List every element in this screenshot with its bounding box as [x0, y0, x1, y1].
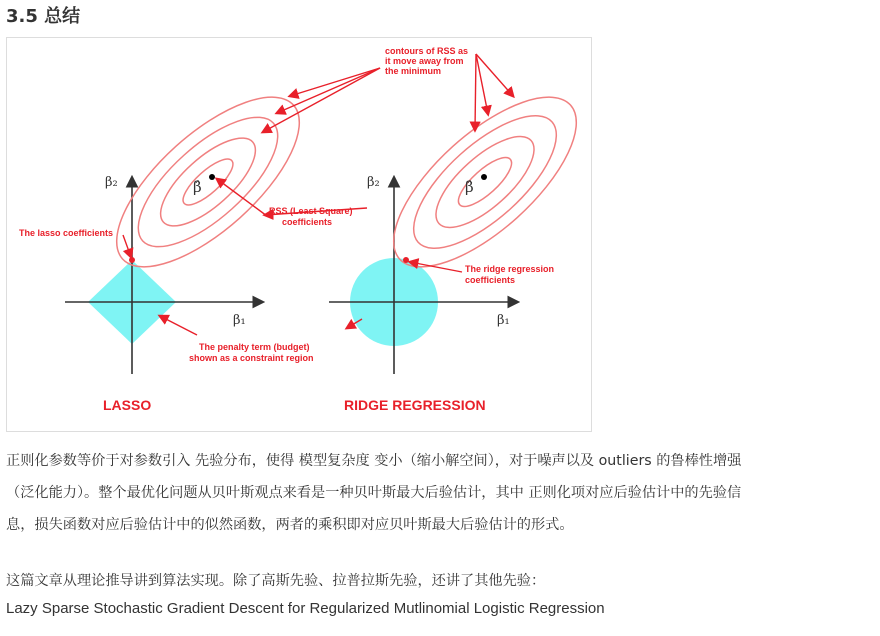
annotation-arrows [123, 54, 516, 335]
annotation-contours-2: it move away from [385, 56, 464, 66]
lasso-ridge-figure [6, 37, 592, 432]
ridge-beta-hat-label: β̂ [465, 178, 474, 196]
ridge-title: RIDGE REGRESSION [344, 397, 486, 413]
ridge-solution-point [403, 257, 409, 263]
summary-paragraph [6, 445, 741, 541]
ridge-panel [329, 69, 591, 413]
lasso-rss-contours [90, 69, 325, 294]
annotation-contours-1: contours of RSS as [385, 46, 469, 56]
lasso-beta-hat-label: β̂ [193, 178, 202, 196]
annotation-penalty-1: The penalty term (budget) [199, 342, 310, 352]
annotation-lasso-coef: The lasso coefficients [19, 228, 114, 238]
ridge-beta2-label: β₂ [367, 175, 380, 190]
lasso-beta-hat-point [209, 174, 215, 180]
lasso-beta1-label: β₁ [233, 313, 246, 328]
annotation-penalty-2: shown as a constraint region [189, 353, 314, 363]
lasso-solution-point [129, 257, 135, 263]
annotation-contours-3: the minimum [385, 66, 442, 76]
annotation-ridge-coef-2: coefficients [465, 275, 516, 285]
ridge-beta-hat-point [481, 174, 487, 180]
section-heading: 3.5 总结 [6, 6, 81, 27]
summary-line-3: 息，损失函数对应后验估计中的似然函数，两者的乘积即对应贝叶斯最大后验估计的形式。 [6, 517, 574, 533]
annotation-rss-1: RSS (Least Square) [269, 206, 353, 216]
annotation-ridge-coef-1: The ridge regression [465, 264, 555, 274]
lasso-beta2-label: β₂ [105, 175, 118, 190]
summary-line-1: 正则化参数等价于对参数引入 先验分布，使得 模型复杂度 变小（缩小解空间），对于噪声以及 outliers 的鲁棒性增强 [6, 453, 742, 469]
ridge-beta1-label: β₁ [497, 313, 510, 328]
lasso-title: LASSO [103, 397, 152, 413]
reference-intro-paragraph: 这篇文章从理论推导讲到算法实现。除了高斯先验、拉普拉斯先验，还讲了其他先验： [6, 573, 546, 589]
summary-line-2: （泛化能力）。整个最优化问题从贝叶斯观点来看是一种贝叶斯最大后验估计，其中 正则化项对应后验估计中的先验信 [6, 485, 742, 501]
ridge-rss-contours [367, 69, 591, 294]
annotation-rss-2: coefficients [282, 217, 333, 227]
reference-title: Lazy Sparse Stochastic Gradient Descent for Regularized Mutlinomial Logistic Regression [6, 600, 605, 617]
